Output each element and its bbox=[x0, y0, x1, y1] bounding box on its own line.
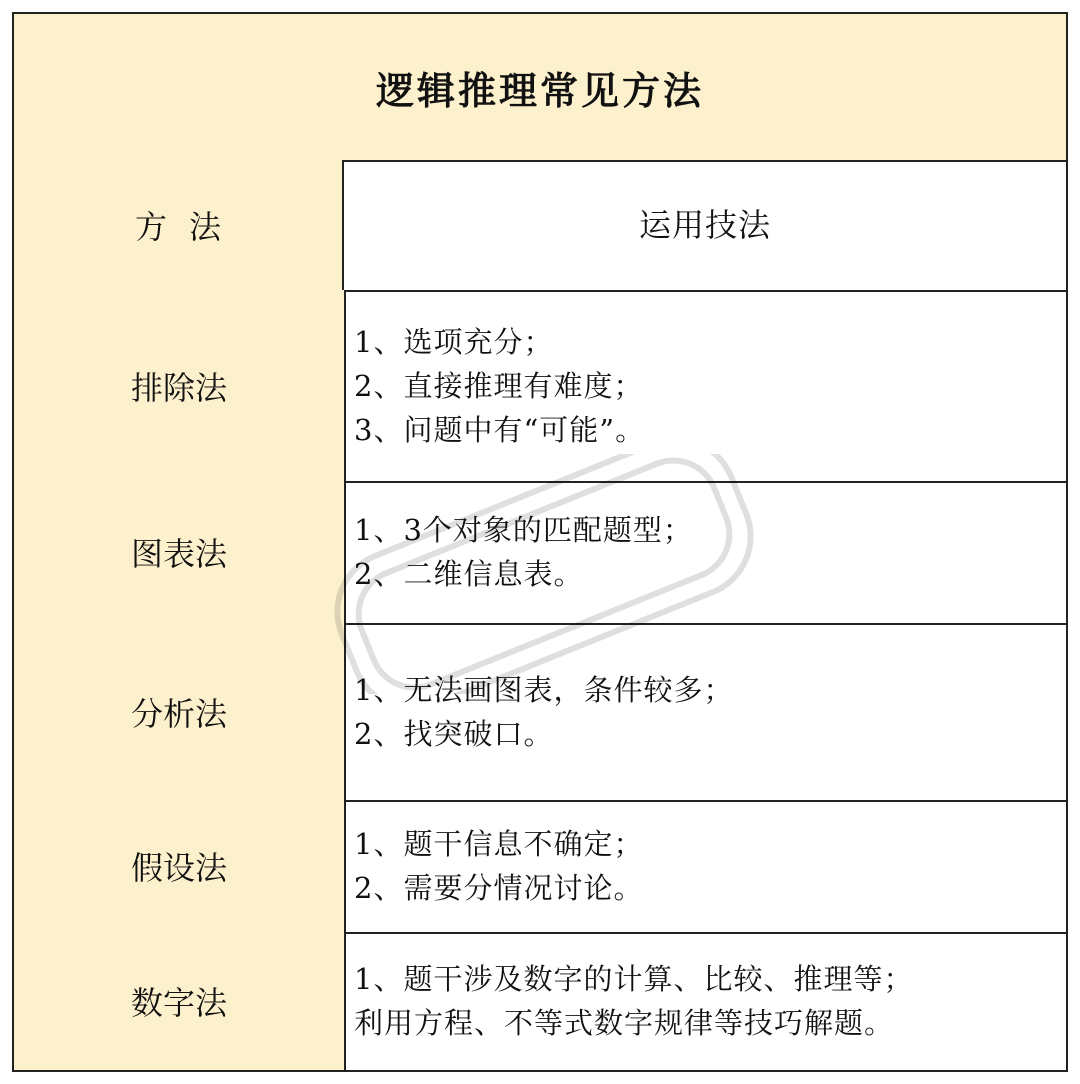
usage-line: 2、二维信息表。 bbox=[354, 557, 584, 591]
usage-line: 1、无法画图表，条件较多； bbox=[354, 672, 734, 707]
usage-line: 2、找突破口。 bbox=[354, 716, 554, 751]
table-row bbox=[14, 290, 1066, 483]
usage-line: 1、题干涉及数字的计算、比较、推理等； bbox=[354, 962, 914, 996]
header-row bbox=[14, 160, 1066, 292]
table-row bbox=[14, 623, 1066, 802]
usage-line: 1、选项充分； bbox=[354, 324, 554, 359]
method-cell: 排除法 bbox=[14, 290, 346, 481]
usage-line: 3、问题中有“可能”。 bbox=[354, 412, 646, 447]
usage-line: 利用方程、不等式数字规律等技巧解题。 bbox=[354, 1006, 895, 1040]
table-row bbox=[14, 800, 1066, 934]
usage-cell bbox=[346, 800, 1066, 932]
usage-cell bbox=[346, 481, 1066, 623]
header-usage-cell bbox=[344, 160, 1066, 290]
usage-cell bbox=[346, 290, 1066, 481]
usage-line: 2、直接推理有难度； bbox=[354, 368, 644, 403]
method-cell: 假设法 bbox=[14, 800, 346, 932]
usage-cell bbox=[346, 623, 1066, 800]
header-method-cell: 方法 bbox=[14, 160, 344, 290]
usage-cell bbox=[346, 932, 1066, 1070]
table-row bbox=[14, 481, 1066, 625]
method-cell: 数字法 bbox=[14, 932, 346, 1070]
usage-line: 1、题干信息不确定； bbox=[354, 827, 644, 861]
method-cell: 图表法 bbox=[14, 481, 346, 623]
table-row bbox=[14, 932, 1066, 1070]
method-cell: 分析法 bbox=[14, 623, 346, 800]
header-usage-label: 运用技法 bbox=[638, 206, 771, 244]
usage-line: 1、3个对象的匹配题型； bbox=[354, 513, 693, 547]
methods-table bbox=[12, 12, 1068, 1072]
usage-line: 2、需要分情况讨论。 bbox=[354, 871, 644, 905]
table-title: 逻辑推理常见方法 bbox=[14, 14, 1066, 162]
